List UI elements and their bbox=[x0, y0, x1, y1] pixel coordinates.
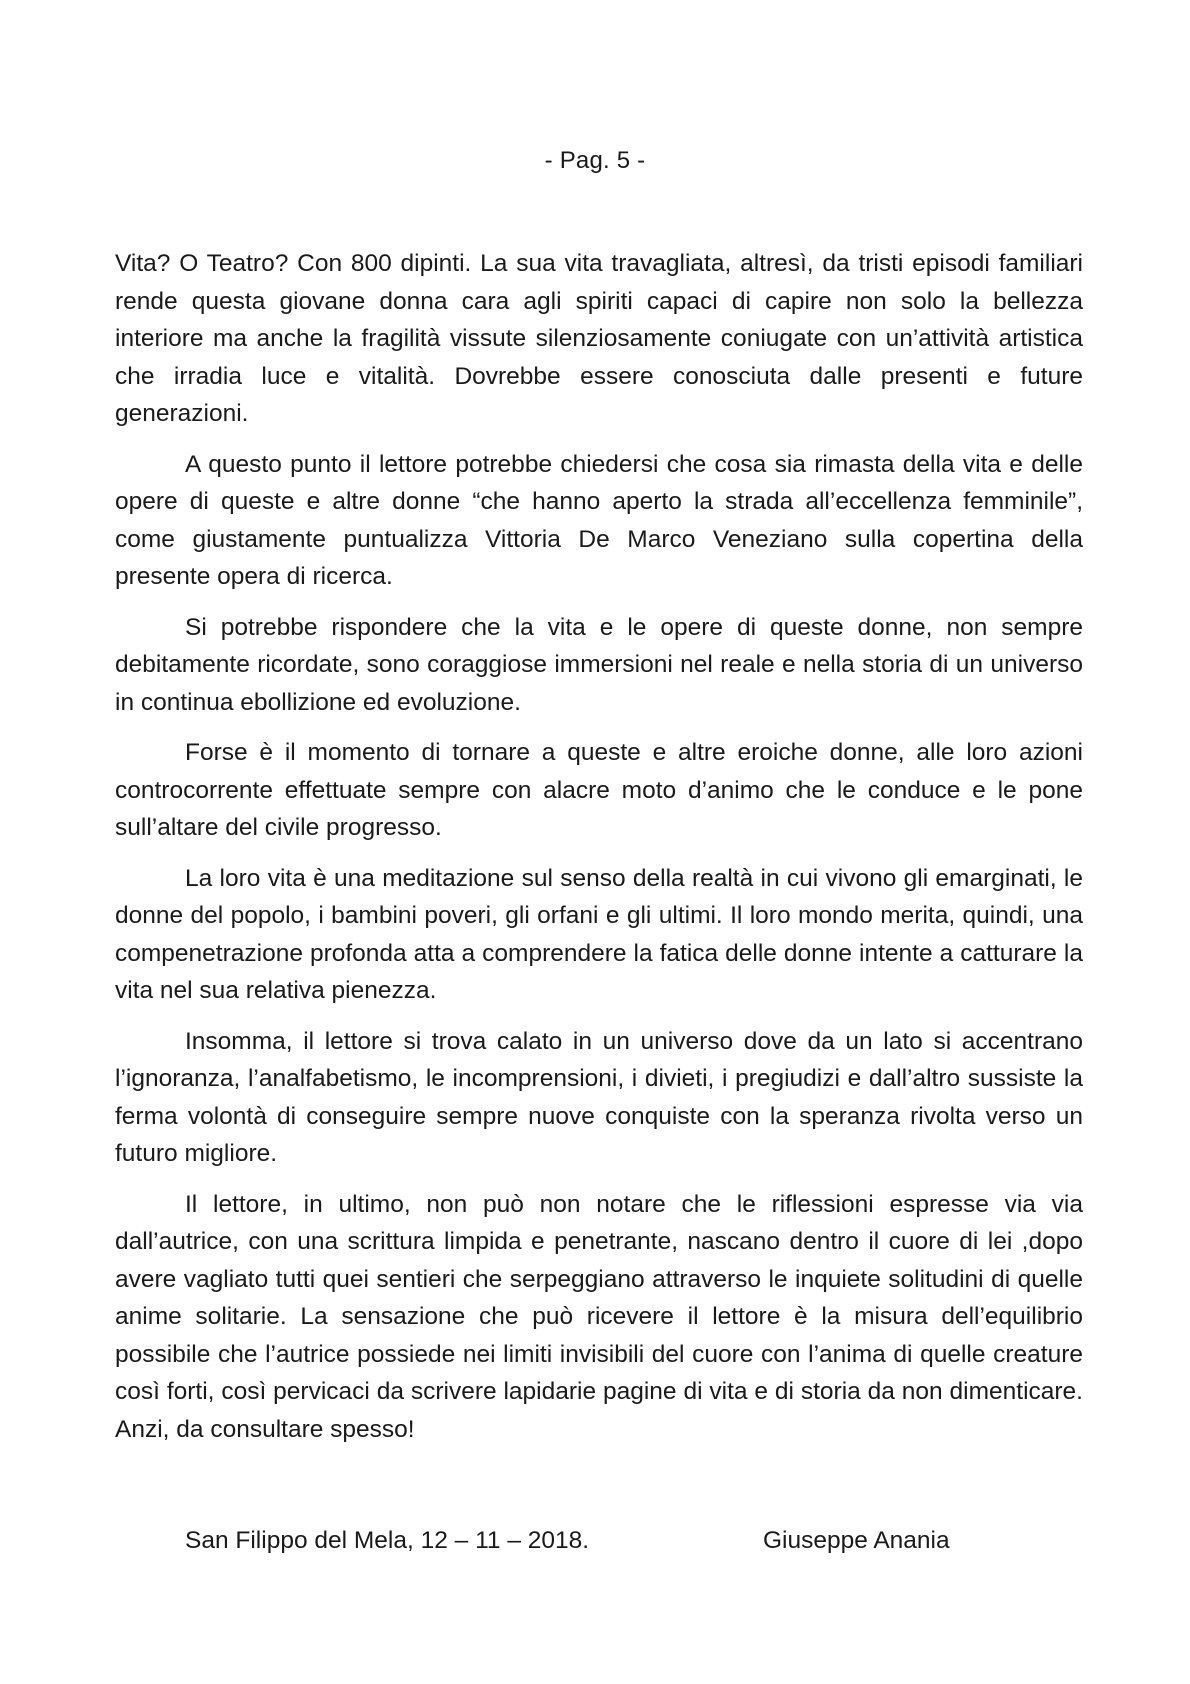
paragraph-6: Insomma, il lettore si trova calato in un universo dove da un lato si accentrano l’ignoranza, l’analfabetismo, le incomprensioni, i divieti, i pregiudizi e dall’altro sussiste la ferma volontà di conseguire sempre nuove conquiste con la speranza rivolta verso un futuro migliore. bbox=[115, 1027, 1083, 1167]
author-name: Giuseppe Anania bbox=[763, 1527, 950, 1554]
paragraph-4: Forse è il momento di tornare a queste e altre eroiche donne, alle loro azioni controcorrente effettuate sempre con alacre moto d’animo che le conduce e le pone sull’altare del civile progresso. bbox=[115, 739, 1083, 841]
paragraph-2: A questo punto il lettore potrebbe chiedersi che cosa sia rimasta della vita e delle opere di queste e altre donne “che hanno aperto la strada all’eccellenza femminile”, come giustamente puntualizza Vittoria De Marco Veneziano sulla copertina della presente opera di ricerca. bbox=[115, 450, 1083, 590]
paragraph-7: Il lettore, in ultimo, non può non notare che le riflessioni espresse via via dall’autrice, con una scrittura limpida e penetrante, nascano dentro il cuore di lei ,dopo avere vagliato tutti quei sentieri che serpeggiano attraverso le inquiete solitudini di quelle anime solitarie. La sensazione che può ricevere il lettore è la misura dell’equilibrio possibile che l’autrice possiede nei limiti invisibili del cuore con l’anima di quelle creature così forti, così pervicaci da scrivere lapidarie pagine di vita e di storia da non dimenticare. Anzi, da consultare spesso! bbox=[115, 1190, 1083, 1443]
body-text bbox=[115, 245, 1083, 1461]
paragraph-5: La loro vita è una meditazione sul senso della realtà in cui vivono gli emarginati, le donne del popolo, i bambini poveri, gli orfani e gli ultimi. Il loro mondo merita, quindi, una compenetrazione profonda atta a comprendere la fatica delle donne intente a catturare la vita nel sua relativa pienezza. bbox=[115, 864, 1083, 1004]
place-date: San Filippo del Mela, 12 – 11 – 2018. bbox=[185, 1527, 590, 1554]
page-number: - Pag. 5 - bbox=[544, 147, 646, 174]
paragraph-1: Vita? O Teatro? Con 800 dipinti. La sua vita travagliata, altresì, da tristi episodi familiari rende questa giovane donna cara agli spiriti capaci di capire non solo la bellezza interiore ma anche la fragilità vissute silenziosamente coniugate con un’attività artistica che irradia luce e vitalità. Dovrebbe essere conosciuta dalle presenti e future generazioni. bbox=[115, 250, 1083, 427]
paragraph-3: Si potrebbe rispondere che la vita e le opere di queste donne, non sempre debitamente ricordate, sono coraggiose immersioni nel reale e nella storia di un universo in continua ebollizione ed evoluzione. bbox=[115, 613, 1083, 716]
